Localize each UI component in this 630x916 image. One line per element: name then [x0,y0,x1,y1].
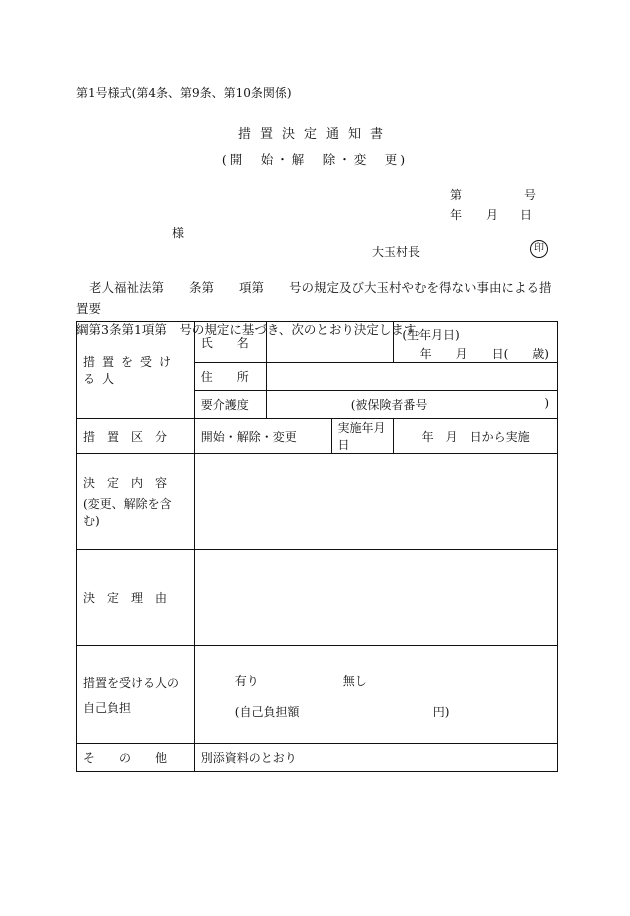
person-label: 措置を受ける人 [77,322,195,419]
burden-no-option[interactable]: 無し [342,674,367,688]
burden-amount-unit: 円) [432,705,450,719]
statement-line-1: 老人福祉法第 条第 項第 号の規定及び大玉村やむを得ない事由による措置要 [76,280,552,316]
name-label: 氏 名 [194,322,266,363]
insured-number-label: (被保険者番号 [350,398,428,412]
other-value[interactable]: 別添資料のとおり [194,744,557,772]
address-value[interactable] [266,363,557,391]
form-id: 第1号様式(第4条、第9条、第10条関係) [76,86,292,100]
burden-amount-label: (自己負担額 [234,705,300,719]
statement-line-2: 綱第3条第1項第 号の規定に基づき、次のとおり決定します。 [76,322,428,337]
category-value[interactable]: 開始・解除・変更 [194,419,331,454]
burden-label: 措置を受ける人の 自己負担 [77,646,195,744]
seal-mark: 印 [530,240,548,258]
name-value[interactable] [266,322,394,363]
date-year: 年 [450,208,463,222]
category-label: 措 置 区 分 [77,419,195,454]
document-title: 措置決定通知書 [237,127,392,142]
address-label: 住 所 [194,363,266,391]
date-month: 月 [486,208,499,222]
number-suffix: 号 [524,188,537,202]
care-level-value[interactable] [266,391,557,419]
care-level-label: 要介護度 [194,391,266,419]
decision-table [76,321,558,772]
number-prefix: 第 [450,188,463,202]
birthdate-fields: 年 月 日( 歳) [419,347,549,361]
date-day: 日 [520,208,533,222]
decision-content-value[interactable] [194,454,557,550]
insured-number-close: ) [544,396,549,410]
issuer-name: 大玉村長 [372,245,421,259]
burden-value[interactable] [194,646,557,744]
addressee-suffix: 様 [172,226,185,240]
decision-reason-label: 決 定 理 由 [77,550,195,646]
implementation-date-label: 実施年月日 [331,419,394,454]
decision-reason-value[interactable] [194,550,557,646]
document-subtitle: (開 始・解 除・変 更) [221,152,409,167]
birthdate-cell[interactable] [394,322,558,363]
burden-yes-option[interactable]: 有り [234,674,259,688]
birthdate-caption: (生年月日) [402,328,460,342]
document-number [450,186,537,203]
decision-content-label: 決 定 内 容 (変更、解除を含む) [77,454,195,550]
implementation-date-value[interactable]: 年 月 日から実施 [394,419,558,454]
other-label: そ の 他 [77,744,195,772]
